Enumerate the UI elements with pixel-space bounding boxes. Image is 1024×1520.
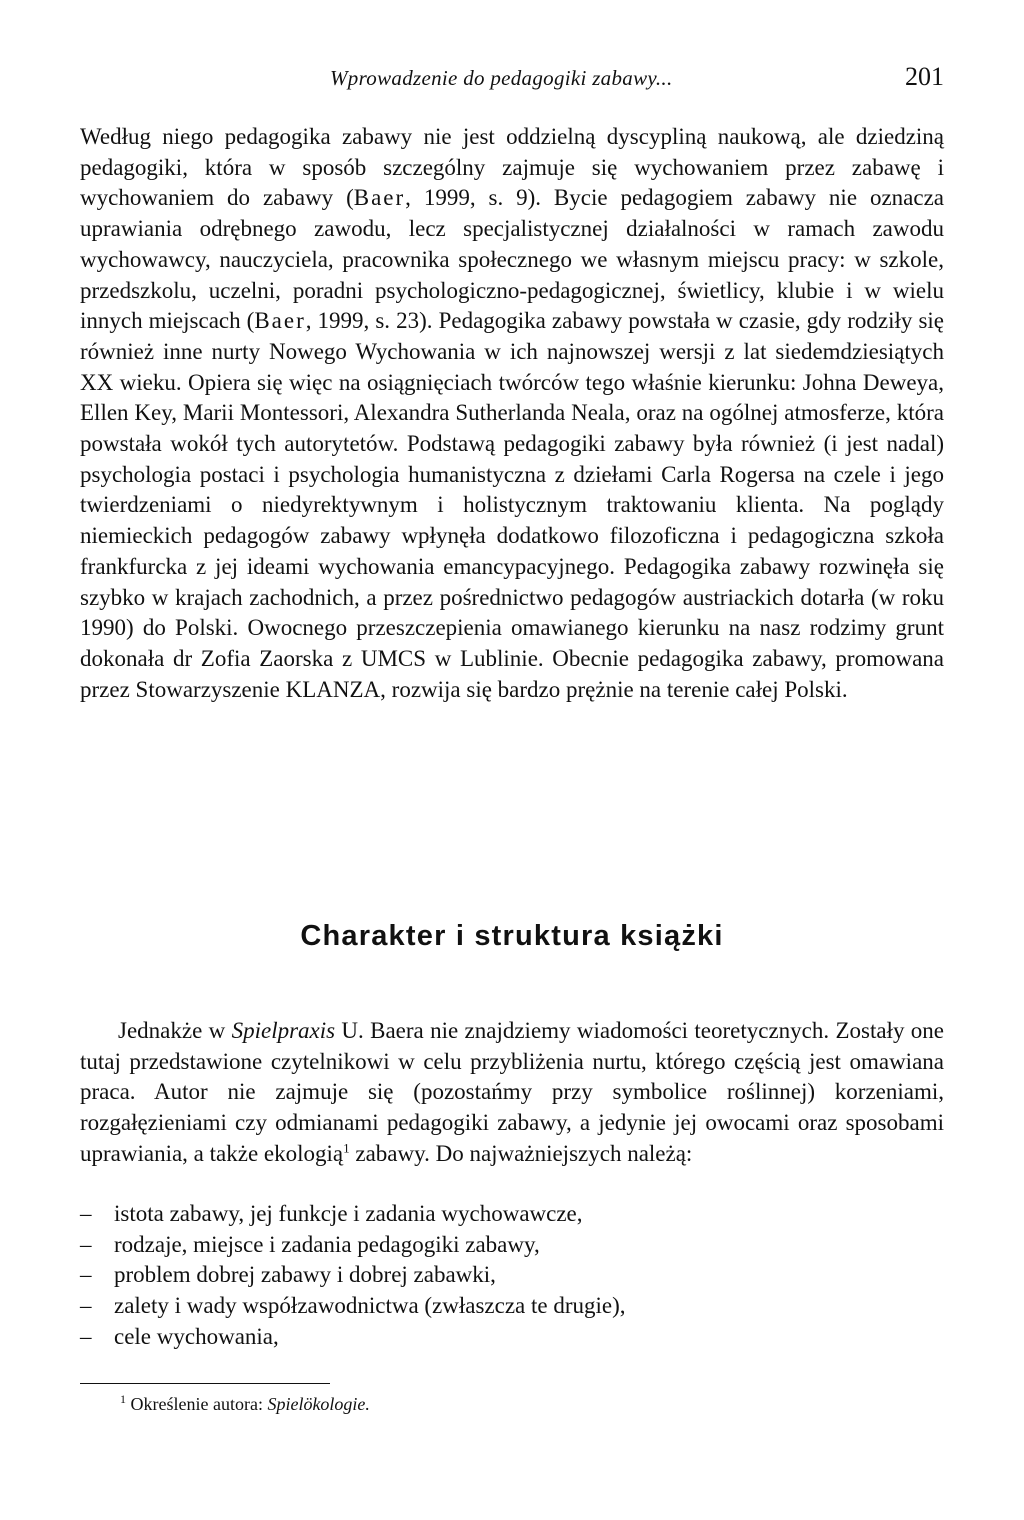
page-number: 201 — [905, 62, 944, 91]
list-item — [80, 1322, 944, 1353]
paragraph-1-part-2: , 1999, s. 9). Bycie pedagogiem zabawy nie oznacza uprawiania odrębnego zawodu, lecz specjalistycznej działalności w ramach zawodu wychowawcy, nauczyciela, pracownika społecznego we własnym miejscu pracy: w szkole, przedszkolu, uczelni, poradni psychologiczno-pedagogicznej, świetlicy, klubie i w wielu innych miejscach ( — [80, 185, 944, 334]
list-item-text: problem dobrej zabawy i dobrej zabawki, — [114, 1262, 496, 1288]
footnote — [120, 1392, 370, 1416]
running-head-title: Wprowadzenie do pedagogiki zabawy... — [330, 66, 673, 90]
footnote-number: 1 — [120, 1392, 126, 1406]
list-item-text: istota zabawy, jej funkcje i zadania wychowawcze, — [114, 1201, 583, 1226]
list-item — [80, 1199, 944, 1230]
paragraph-1-part-3: , 1999, s. 23). Pedagogika zabawy powstała w czasie, gdy rodziły się również inne nurty Nowego Wychowania w ich najnowszej wersji z lat siedemdziesiątych XX wieku. Opiera się więc na osiągnięciach twórców tego właśnie kierunku: Johna Deweya, Ellen Key, Marii Montessori, Alexandra Sutherlanda Neala, oraz na ogólnej atmosferze, która powstała wokół tych autorytetów. Podstawą pedagogiki zabawy była również (i jest nadal) psychologia postaci i psychologia humanistyczna z dziełami Carla Rogersa na czele i jego twierdzeniami o niedyrektywnym i holistycznym traktowaniu klienta. Na poglądy niemieckich pedagogów zabawy wpłynęła dodatkowo filozoficzna i pedagogiczna szkoła frankfurcka z jej ideami wychowania emancypacyjnego. Pedagogika zabawy rozwinęła się szybko w krajach zachodnich, a przez pośrednictwo pedagogów austriackich dotarła (w roku 1990) do Polski. Owocnego przeszczepienia omawianego kierunku na nasz rodzimy grunt dokonała dr Zofia Zaorska z UMCS w Lublinie. Obecnie pedagogika zabawy, promowana przez Stowarzyszenie KLANZA, rozwija się bardzo prężnie na terenie całej Polski. — [80, 308, 944, 702]
author-name-1: Baer — [353, 185, 406, 211]
footnote-reference: 1 — [343, 1140, 350, 1156]
list-dash: – — [80, 1262, 92, 1288]
list-item — [80, 1291, 944, 1322]
list-item — [80, 1230, 944, 1261]
book-title-italic: Spielpraxis — [231, 1018, 336, 1043]
footnote-divider — [80, 1383, 330, 1384]
list-item-text: rodzaje, miejsce i zadania pedagogiki zabawy, — [114, 1231, 540, 1257]
list-item-text: cele wychowania, — [114, 1323, 279, 1349]
paragraph-2 — [80, 1016, 944, 1170]
running-head — [80, 62, 944, 98]
section-title: Charakter i struktura książki — [300, 920, 724, 952]
paragraph-1 — [80, 122, 944, 705]
list-item — [80, 1260, 944, 1291]
list-dash: – — [80, 1323, 92, 1349]
footnote-italic-term: Spielökologie. — [267, 1394, 370, 1414]
list-item-text: zalety i wady współzawodnictwa (zwłaszcza te drugie), — [114, 1293, 626, 1319]
paragraph-2-part-1: Jednakże w — [118, 1018, 232, 1043]
paragraph-1-part-1: Według niego pedagogika zabawy nie jest oddzielną dyscypliną naukową, ale dziedziną pedagogiki, która w sposób szczególny zajmuje się wychowaniem przez zabawę i wychowaniem do zabawy ( — [80, 124, 944, 211]
list-dash: – — [80, 1293, 92, 1319]
author-name-2: Baer — [254, 308, 306, 334]
list-dash: – — [80, 1231, 92, 1257]
paragraph-2-part-3: zabawy. Do najważniejszych należą: — [349, 1140, 693, 1166]
footnote-text: Określenie autora: — [126, 1394, 268, 1414]
list-dash: – — [80, 1201, 92, 1226]
paragraph-2-part-2: U. Baera nie znajdziemy wiadomości teoretycznych. Zostały one tutaj przedstawione czytelnikowi w celu przybliżenia nurtu, którego częścią jest omawiana praca. Autor nie zajmuje się (pozostańmy przy symbolice roślinnej) korzeniami, rozgałęzieniami czy odmianami pedagogiki zabawy, a jedynie jej owocami oraz sposobami uprawiania, a także ekologią — [80, 1018, 944, 1166]
topics-list — [80, 1199, 944, 1353]
